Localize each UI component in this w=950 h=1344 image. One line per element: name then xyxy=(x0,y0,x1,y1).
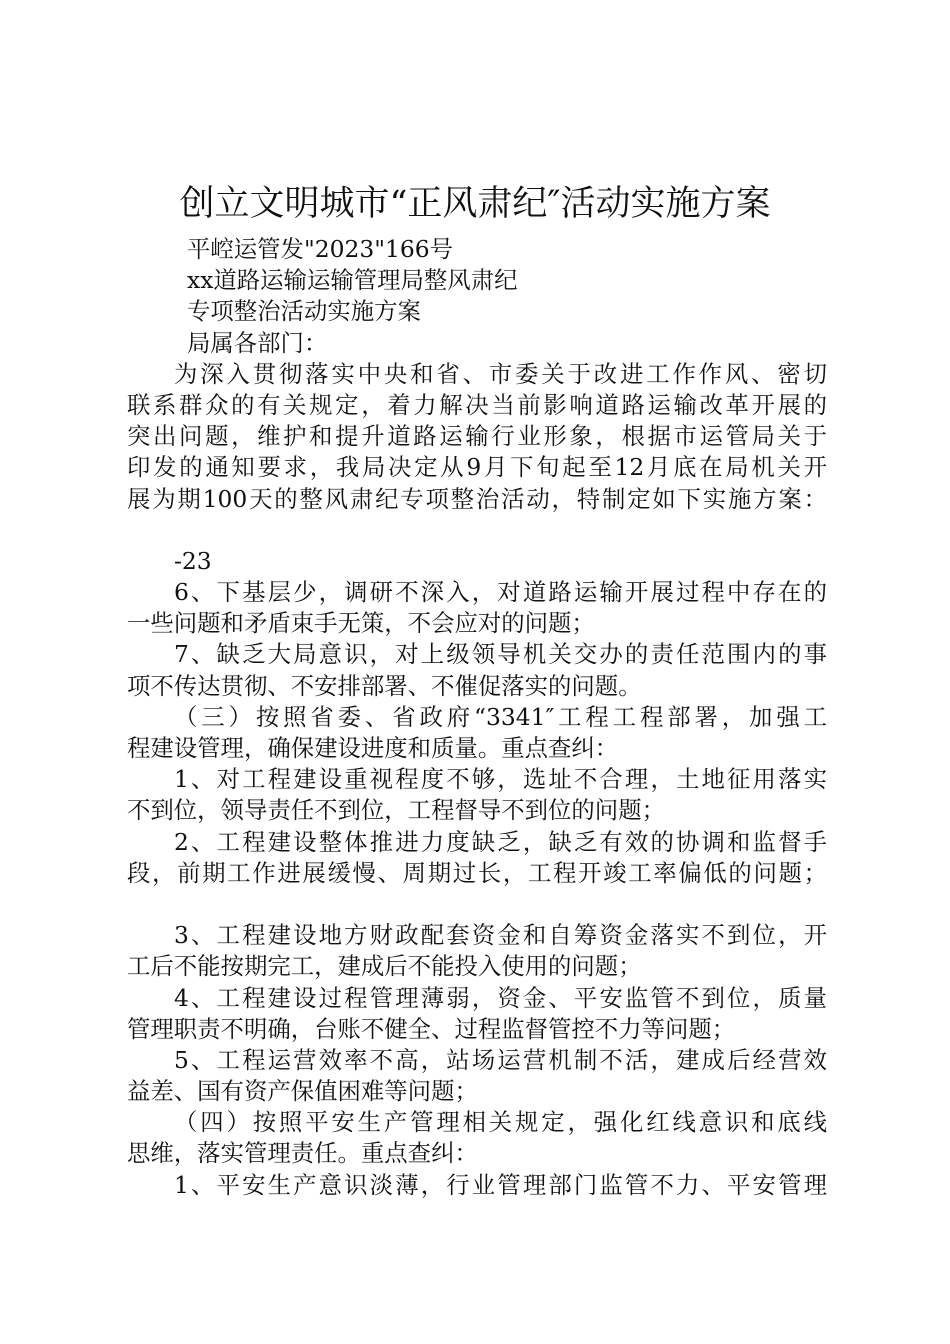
text-line: 1、对工程建设重视程度不够，选址不合理，土地征用落实 xyxy=(174,765,827,794)
list-item xyxy=(127,1045,827,1107)
list-item xyxy=(127,920,827,982)
blank-line xyxy=(127,515,827,546)
text-line: 突出问题，维护和提升道路运输行业形象，根据市运管局关于 xyxy=(127,422,827,451)
text-line: 4、工程建设过程管理薄弱，资金、平安监管不到位，质量 xyxy=(174,983,827,1012)
list-item xyxy=(127,983,827,1045)
text-line: 印发的通知要求，我局决定从9月下旬起至12月底在局机关开 xyxy=(127,453,827,482)
text-line: 7、缺乏大局意识，对上级领导机关交办的责任范围内的事 xyxy=(174,640,827,669)
text-line: 工后不能按期完工，建成后不能投入使用的问题； xyxy=(127,952,642,981)
list-item xyxy=(127,577,827,639)
text-line: 段，前期工作进展缓慢、周期过长，工程开竣工率偏低的问题； xyxy=(127,858,827,887)
text-line: 不到位，领导责任不到位，工程督导不到位的问题； xyxy=(127,796,665,825)
issuer-line: xx道路运输运输管理局整风肃纪 xyxy=(187,266,518,295)
salutation: 局属各部门： xyxy=(187,328,328,357)
text-line: 为深入贯彻落实中央和省、市委关于改进工作作风、密切 xyxy=(174,359,827,388)
document-title: 创立文明城市“正风肃纪″活动实施方案 xyxy=(179,184,771,224)
text-line: 2、工程建设整体推进力度缺乏，缺乏有效的协调和监督手 xyxy=(174,827,827,856)
text-line: （三）按照省委、省政府“3341″工程工程部署，加强工 xyxy=(174,702,827,731)
intro-paragraph xyxy=(127,359,827,515)
page-marker: -23 xyxy=(174,546,212,575)
text-line: 3、工程建设地方财政配套资金和自筹资金落实不到位，开 xyxy=(174,921,827,950)
list-item xyxy=(127,827,827,889)
text-line: 益差、国有资产保值困难等问题； xyxy=(127,1077,478,1106)
text-line: 一些问题和矛盾束手无策，不会应对的问题； xyxy=(127,609,595,638)
text-line: 程建设管理，确保建设进度和质量。重点查纠： xyxy=(127,734,619,762)
text-line: 展为期100天的整风肃纪专项整治活动，特制定如下实施方案： xyxy=(127,484,827,513)
list-item xyxy=(127,764,827,826)
document-body xyxy=(127,234,827,1201)
text-line: 1、平安生产意识淡薄，行业管理部门监管不力、平安管理 xyxy=(174,1170,827,1199)
text-line: 管理职责不明确，台账不健全、过程监督管控不力等问题； xyxy=(127,1014,736,1043)
text-line: 5、工程运营效率不高，站场运营机制不活，建成后经营效 xyxy=(174,1045,827,1074)
list-item xyxy=(127,639,827,701)
blank-line xyxy=(127,889,827,920)
subtitle-line: 专项整治活动实施方案 xyxy=(187,297,421,326)
text-line: 项不传达贯彻、不安排部署、不催促落实的问题。 xyxy=(127,671,642,700)
text-line: （四）按照平安生产管理相关规定，强化红线意识和底线 xyxy=(174,1108,827,1137)
text-line: 联系群众的有关规定，着力解决当前影响道路运输改革开展的 xyxy=(127,390,827,419)
document-number: 平崆运管发"2023"166号 xyxy=(187,235,454,263)
text-line: 6、下基层少，调研不深入，对道路运输开展过程中存在的 xyxy=(174,578,827,607)
section-heading-4 xyxy=(127,1107,827,1169)
section-heading-3 xyxy=(127,702,827,764)
text-line: 思维，落实管理责任。重点查纠： xyxy=(127,1139,478,1168)
